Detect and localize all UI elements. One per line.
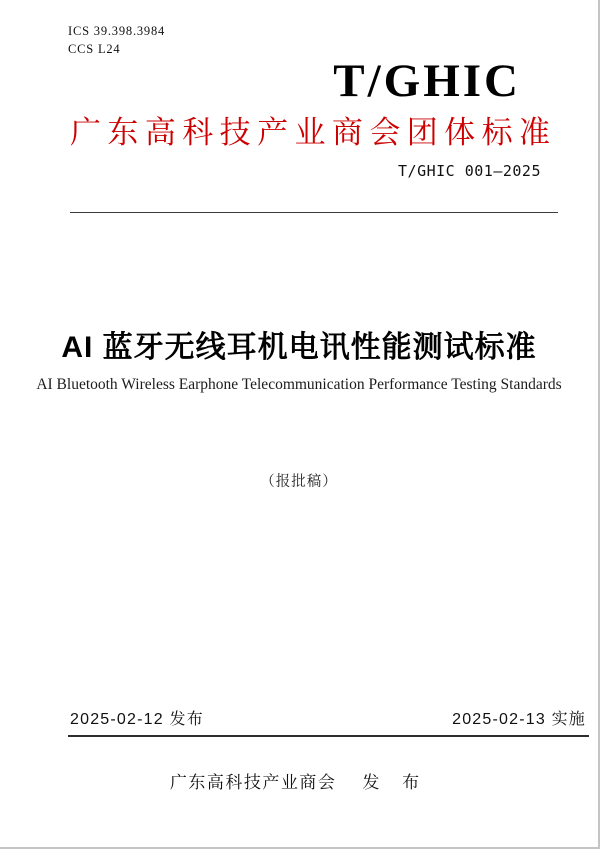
org-banner: 广东高科技产业商会团体标准 bbox=[70, 115, 550, 150]
ics-code: ICS 39.398.3984 bbox=[68, 24, 166, 38]
publish-action-label: 发 布 bbox=[362, 773, 429, 792]
publisher-name: 广东高科技产业商会 bbox=[169, 773, 337, 792]
standard-number: T/GHIC 001—2025 bbox=[398, 162, 541, 180]
standard-logo: T/GHIC bbox=[333, 55, 521, 107]
ccs-code: CCS L24 bbox=[68, 42, 121, 56]
document-title-chinese: AI 蓝牙无线耳机电讯性能测试标准 bbox=[61, 331, 537, 364]
implement-date: 2025-02-13 实施 bbox=[452, 711, 586, 728]
issue-date: 2025-02-12 发布 bbox=[70, 711, 204, 728]
draft-status: （报批稿） bbox=[260, 474, 338, 490]
publisher-line bbox=[0, 768, 598, 793]
header-divider bbox=[70, 212, 558, 213]
footer-divider bbox=[68, 735, 589, 737]
document-title-english: AI Bluetooth Wireless Earphone Telecommunication Performance Testing Standards bbox=[36, 376, 562, 393]
date-row bbox=[70, 706, 586, 729]
classification-codes bbox=[68, 22, 165, 58]
